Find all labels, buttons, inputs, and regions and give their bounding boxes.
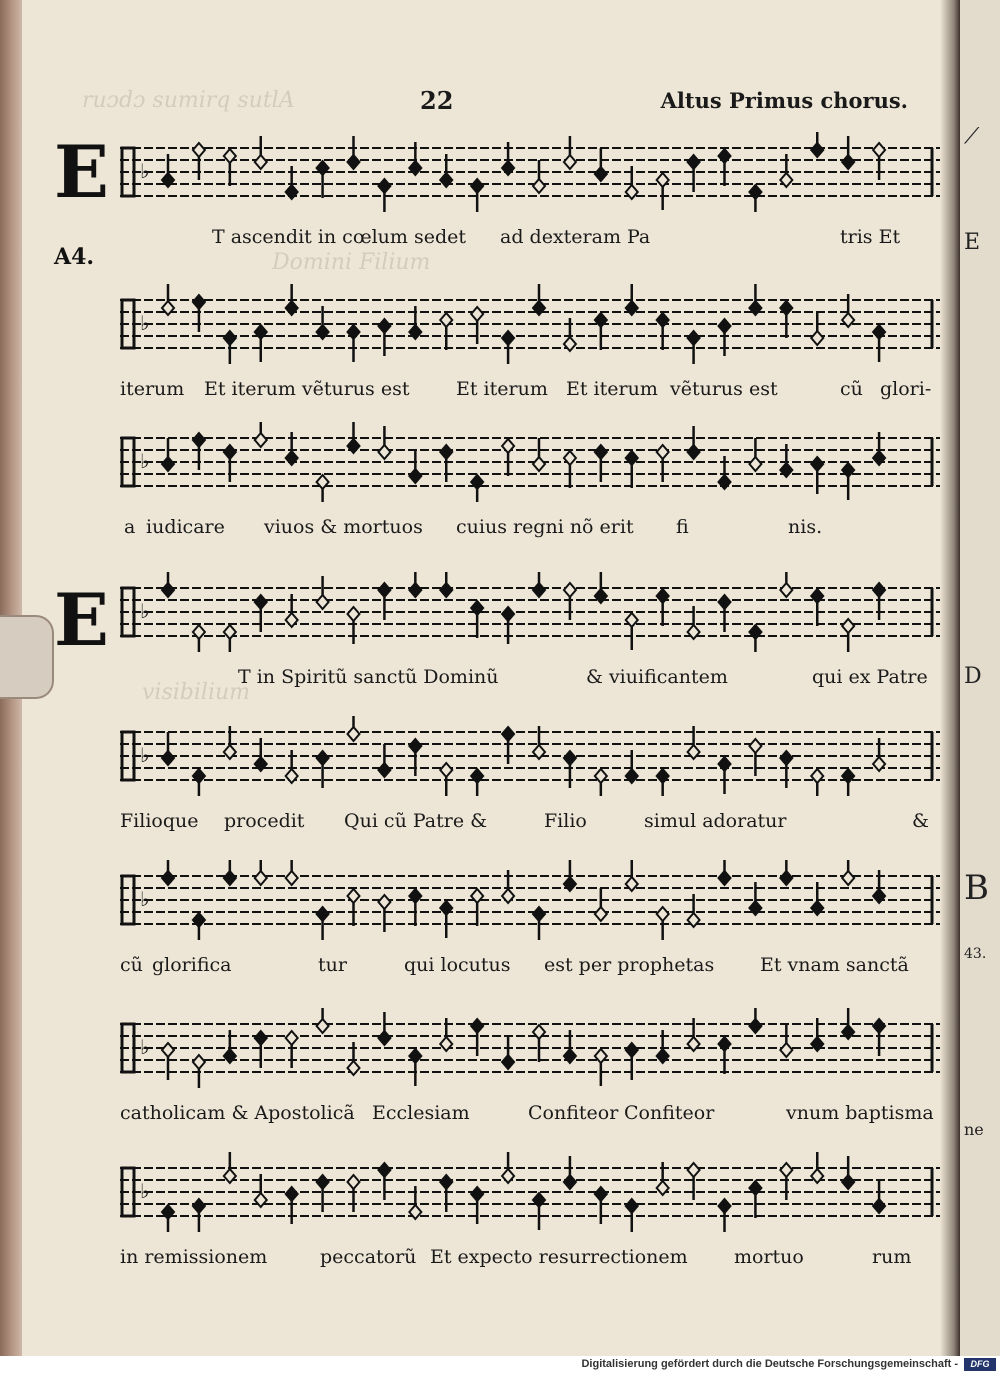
music-system <box>120 572 940 702</box>
music-system <box>120 716 940 846</box>
lyric-fragment: glori- <box>880 378 932 400</box>
music-note <box>749 1181 761 1218</box>
music-note <box>564 136 576 169</box>
music-note <box>255 860 267 885</box>
music-note <box>162 1205 174 1232</box>
running-title: Altus Primus chorus. <box>660 88 908 113</box>
lyric-fragment: Ecclesiam <box>372 1102 470 1124</box>
lyric-fragment: T ascendit in cœlum sedet <box>212 226 467 248</box>
flat-sign: ♭ <box>140 159 150 183</box>
lyric-fragment: qui ex Patre <box>812 666 928 688</box>
music-note <box>780 751 792 788</box>
music-note <box>657 445 669 482</box>
music-note <box>409 1186 421 1219</box>
music-system <box>120 1008 940 1138</box>
music-note <box>595 888 607 921</box>
music-note <box>162 154 174 187</box>
music-note <box>657 1162 669 1195</box>
music-note <box>348 716 360 741</box>
music-note <box>595 1049 607 1086</box>
lyric-fragment: catholicam & Apostolicã <box>120 1102 355 1124</box>
dfg-logo: DFG <box>964 1358 996 1371</box>
lyrics-line <box>120 810 940 840</box>
music-note <box>873 432 885 465</box>
music-note <box>317 1175 329 1212</box>
music-note <box>657 173 669 210</box>
music-note <box>193 913 205 940</box>
lyrics-line <box>120 666 940 696</box>
lyrics-line <box>120 516 940 546</box>
music-note <box>595 313 607 350</box>
lyric-fragment: Et iterum <box>456 378 548 400</box>
music-note <box>564 451 576 488</box>
music-note <box>255 325 267 362</box>
lyric-fragment: vẽturus est <box>670 378 778 400</box>
lyric-fragment: & <box>912 810 929 832</box>
music-note <box>255 595 267 632</box>
music-note <box>409 739 421 776</box>
lyrics-line <box>120 378 940 408</box>
music-note <box>193 769 205 796</box>
music-note <box>317 751 329 788</box>
music-note <box>286 1187 298 1224</box>
music-note <box>162 860 174 885</box>
music-note <box>719 1037 731 1074</box>
music-note <box>780 1163 792 1200</box>
music-note <box>873 738 885 771</box>
music-system <box>120 132 940 262</box>
lyrics-line <box>120 1102 940 1132</box>
book-clip <box>0 615 54 699</box>
digitization-footer <box>0 1356 1000 1374</box>
music-note <box>749 882 761 915</box>
lyric-fragment: vnum baptisma <box>786 1102 934 1124</box>
lyric-fragment: iudicare <box>146 516 225 538</box>
music-note <box>749 438 761 471</box>
show-through-text: ruɔdɔ sumirq sutlA <box>82 88 295 113</box>
music-note <box>440 1175 452 1212</box>
music-staff <box>120 1152 940 1232</box>
music-note <box>317 161 329 198</box>
music-note <box>780 1024 792 1057</box>
lyrics-line <box>120 1246 940 1276</box>
music-note <box>719 595 731 632</box>
flat-sign: ♭ <box>140 743 150 767</box>
music-note <box>224 625 236 652</box>
music-note <box>657 313 669 350</box>
music-note <box>780 860 792 885</box>
page-header <box>22 86 960 116</box>
music-note <box>595 445 607 482</box>
music-system <box>120 422 940 552</box>
lyric-fragment: Et vnam sanctã <box>760 954 909 976</box>
music-staff <box>120 716 940 796</box>
music-note <box>440 572 452 597</box>
music-staff <box>120 1008 940 1088</box>
music-note <box>626 613 638 650</box>
music-system <box>120 284 940 414</box>
show-through-text: Domini Filium <box>272 250 431 275</box>
music-note <box>286 860 298 885</box>
facing-page-fragment: ⟋ <box>964 124 980 149</box>
music-note <box>811 589 823 626</box>
lyric-fragment: viuos & mortuos <box>264 516 423 538</box>
music-note <box>688 1018 700 1051</box>
music-note <box>780 301 792 338</box>
music-staff <box>120 284 940 364</box>
music-note <box>471 1019 483 1056</box>
music-note <box>471 307 483 344</box>
music-note <box>378 426 390 459</box>
facing-page-fragment: D <box>964 664 982 689</box>
music-note <box>440 901 452 938</box>
music-note <box>162 438 174 471</box>
music-note <box>564 1030 576 1063</box>
lyric-fragment: & viuificantem <box>586 666 728 688</box>
lyric-fragment: mortuo <box>734 1246 804 1268</box>
music-note <box>409 889 421 926</box>
music-note <box>440 445 452 482</box>
music-note <box>502 1036 514 1069</box>
music-note <box>224 149 236 186</box>
lyric-fragment: procedit <box>224 810 305 832</box>
music-note <box>378 744 390 777</box>
music-note <box>286 594 298 627</box>
music-note <box>255 136 267 169</box>
music-note <box>193 433 205 470</box>
music-note <box>688 1163 700 1200</box>
music-note <box>626 1043 638 1080</box>
music-note <box>595 769 607 796</box>
lyric-fragment: nis. <box>788 516 823 538</box>
music-note <box>780 154 792 187</box>
lyrics-line <box>120 226 940 256</box>
lyric-fragment: est per prophetas <box>544 954 715 976</box>
music-note <box>657 1030 669 1063</box>
lyric-fragment: tur <box>318 954 347 976</box>
music-note <box>440 1018 452 1051</box>
decorated-initial: E <box>54 129 109 214</box>
music-note <box>595 1187 607 1224</box>
music-note <box>564 318 576 351</box>
lyric-fragment: Et expecto resurrectionem <box>430 1246 688 1268</box>
lyric-fragment: glorifica <box>152 954 232 976</box>
music-note <box>749 1008 761 1033</box>
music-note <box>378 1163 390 1200</box>
lyric-fragment: a <box>124 516 136 538</box>
music-note <box>193 143 205 180</box>
music-note <box>255 1174 267 1207</box>
funding-credit: Digitalisierung gefördert durch die Deutsche Forschungsgemeinschaft - <box>581 1358 958 1370</box>
music-note <box>811 132 823 157</box>
music-note <box>317 475 329 502</box>
music-note <box>657 769 669 796</box>
flat-sign: ♭ <box>140 887 150 911</box>
lyric-fragment: qui locutus <box>404 954 511 976</box>
lyric-fragment: Filioque <box>120 810 199 832</box>
music-note <box>502 607 514 644</box>
music-note <box>749 739 761 776</box>
music-note <box>719 860 731 885</box>
music-note <box>409 1049 421 1086</box>
music-note <box>626 451 638 488</box>
music-note <box>811 457 823 494</box>
music-note <box>471 769 483 796</box>
music-note <box>471 601 483 638</box>
music-note <box>873 325 885 362</box>
page-number: 22 <box>420 86 454 115</box>
music-note <box>471 889 483 926</box>
music-note <box>533 160 545 193</box>
lyric-fragment: Confiteor <box>624 1102 715 1124</box>
music-note <box>873 1019 885 1056</box>
book-gutter <box>940 0 960 1356</box>
music-note <box>842 769 854 796</box>
flat-sign: ♭ <box>140 599 150 623</box>
music-note <box>255 738 267 771</box>
music-note <box>873 1180 885 1213</box>
lyric-fragment: T in Spiritũ sanctũ Dominũ <box>238 666 499 688</box>
music-note <box>378 1012 390 1045</box>
music-note <box>409 572 421 597</box>
book-page <box>22 0 960 1356</box>
music-note <box>688 606 700 639</box>
music-note <box>688 726 700 759</box>
music-note <box>719 456 731 489</box>
facing-page-fragment: B <box>964 868 989 908</box>
music-note <box>780 444 792 477</box>
music-note <box>348 325 360 362</box>
music-note <box>348 607 360 644</box>
music-note <box>502 142 514 175</box>
music-note <box>409 450 421 483</box>
music-note <box>564 751 576 788</box>
music-note <box>378 895 390 932</box>
music-note <box>626 166 638 199</box>
music-note <box>719 319 731 356</box>
music-note <box>378 583 390 620</box>
music-note <box>688 155 700 192</box>
facing-page-edge <box>960 0 1000 1356</box>
music-staff <box>120 860 940 940</box>
facing-page-fragment: 43. <box>964 946 987 962</box>
music-note <box>224 445 236 482</box>
music-note <box>564 583 576 620</box>
music-note <box>471 1187 483 1224</box>
music-system <box>120 1152 940 1282</box>
music-note <box>255 422 267 447</box>
music-note <box>873 870 885 903</box>
facing-page-fragment: E <box>964 230 981 255</box>
music-note <box>348 889 360 926</box>
music-note <box>224 726 236 759</box>
music-note <box>286 750 298 783</box>
lyric-fragment: Et iterum vẽturus est <box>204 378 410 400</box>
music-note <box>502 870 514 903</box>
music-note <box>749 185 761 212</box>
lyric-fragment: iterum <box>120 378 185 400</box>
music-note <box>317 306 329 339</box>
music-note <box>749 625 761 652</box>
music-note <box>502 439 514 476</box>
music-note <box>533 572 545 597</box>
music-note <box>719 757 731 794</box>
music-note <box>842 463 854 500</box>
music-note <box>162 1043 174 1080</box>
music-note <box>811 769 823 796</box>
music-note <box>811 882 823 915</box>
music-note <box>873 143 885 180</box>
lyrics-line <box>120 954 940 984</box>
lyric-fragment: cũ <box>120 954 143 976</box>
show-through-text: visibilium <box>142 680 251 705</box>
music-note <box>564 1156 576 1189</box>
music-note <box>409 306 421 339</box>
music-note <box>440 313 452 350</box>
music-note <box>348 1042 360 1075</box>
lyric-fragment: in remissionem <box>120 1246 268 1268</box>
lyric-fragment: cũ <box>840 378 863 400</box>
music-note <box>348 136 360 169</box>
music-note <box>255 1031 267 1068</box>
flat-sign: ♭ <box>140 1035 150 1059</box>
music-note <box>873 583 885 620</box>
music-note <box>224 1030 236 1063</box>
music-note <box>162 732 174 765</box>
music-note <box>842 136 854 169</box>
lyric-fragment: cuius regni nõ erit <box>456 516 634 538</box>
music-note <box>842 1156 854 1189</box>
music-system <box>120 860 940 990</box>
music-note <box>842 294 854 327</box>
music-note <box>657 589 669 626</box>
music-note <box>533 1193 545 1230</box>
music-note <box>193 295 205 332</box>
music-note <box>409 142 421 175</box>
music-note <box>286 432 298 465</box>
facing-page-fragment: ne <box>964 1120 984 1139</box>
music-note <box>378 319 390 356</box>
flat-sign: ♭ <box>140 449 150 473</box>
music-note <box>286 166 298 199</box>
music-note <box>595 148 607 181</box>
music-note <box>533 726 545 759</box>
lyric-fragment: fi <box>676 516 689 538</box>
music-staff <box>120 132 940 212</box>
music-note <box>440 154 452 187</box>
music-note <box>842 860 854 885</box>
lyric-fragment: tris Et <box>840 226 901 248</box>
music-note <box>533 438 545 471</box>
music-note <box>348 1175 360 1212</box>
music-note <box>780 572 792 597</box>
music-note <box>626 750 638 783</box>
signature-mark: A4. <box>54 244 95 270</box>
music-note <box>193 625 205 652</box>
lyric-fragment: Confiteor <box>528 1102 619 1124</box>
music-note <box>533 1025 545 1062</box>
music-note <box>811 312 823 345</box>
music-note <box>162 572 174 597</box>
music-note <box>471 475 483 502</box>
lyric-fragment: Qui cũ Patre & <box>344 810 488 832</box>
decorated-initial: E <box>54 577 109 662</box>
music-staff <box>120 422 940 502</box>
lyric-fragment: ad dexteram Pa <box>500 226 651 248</box>
music-note <box>286 1031 298 1068</box>
music-note <box>502 727 514 764</box>
lyric-fragment: Filio <box>544 810 587 832</box>
lyric-fragment: rum <box>872 1246 912 1268</box>
music-staff <box>120 572 940 652</box>
music-note <box>688 426 700 459</box>
flat-sign: ♭ <box>140 1179 150 1203</box>
lyric-fragment: peccatorũ <box>320 1246 417 1268</box>
lyric-fragment: Et iterum <box>566 378 658 400</box>
music-note <box>811 1018 823 1051</box>
flat-sign: ♭ <box>140 311 150 335</box>
lyric-fragment: simul adoratur <box>644 810 787 832</box>
music-note <box>688 894 700 927</box>
music-note <box>224 860 236 885</box>
music-note <box>317 1008 329 1033</box>
music-note <box>317 576 329 609</box>
music-note <box>719 149 731 186</box>
